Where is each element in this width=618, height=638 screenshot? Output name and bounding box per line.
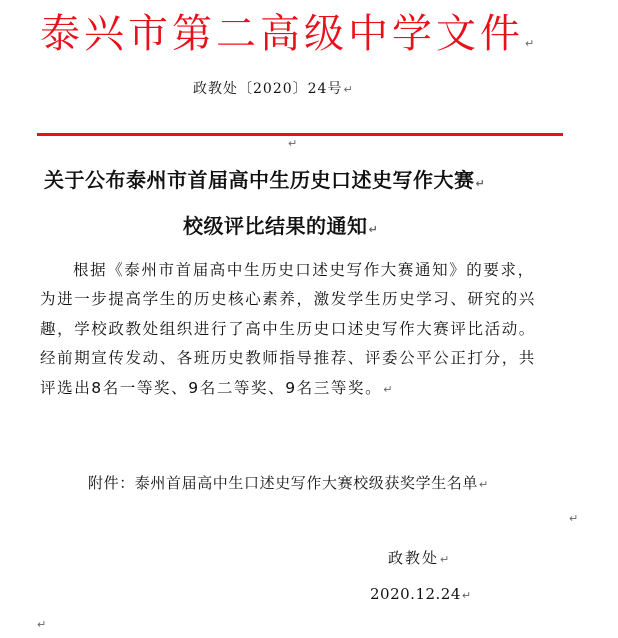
red-divider-line xyxy=(37,133,563,136)
notice-body-paragraph: 根据《泰州市首届高中生历史口述史写作大赛通知》的要求，为进一步提高学生的历史核心素养，激发学生历史学习、研究的兴趣，学校政教处组织进行了高中生历史口述史写作大赛评比活动。经前期宣传发动、各班历史教师指导推荐、评委公平公正打分，共评选出8名一等奖、9名二等奖、9名三等奖。↵ xyxy=(40,261,536,397)
paragraph-mark-icon: ↵ xyxy=(475,177,486,190)
notice-title-line-2: 校级评比结果的通知↵ xyxy=(183,214,379,238)
paragraph-mark-icon: ↵ xyxy=(288,137,298,150)
paragraph-mark-icon: ↵ xyxy=(461,589,472,602)
paragraph-mark-icon: ↵ xyxy=(440,553,452,566)
document-number: 政教处〔2020〕24号↵ xyxy=(193,81,354,97)
paragraph-mark-icon: ↵ xyxy=(368,223,379,236)
masthead-title: 泰兴市第二高级中学文件↵ xyxy=(40,11,539,57)
paragraph-mark-icon: ↵ xyxy=(37,618,47,631)
notice-title-line-1: 关于公布泰州市首届高中生历史口述史写作大赛↵ xyxy=(44,168,486,192)
attachment-line: 附件：泰州首届高中生口述史写作大赛校级获奖学生名单↵ xyxy=(88,474,489,492)
paragraph-mark-icon: ↵ xyxy=(343,83,354,96)
paragraph-mark-icon: ↵ xyxy=(479,478,489,491)
signature-date: 2020.12.24↵ xyxy=(370,585,472,603)
paragraph-mark-icon: ↵ xyxy=(569,512,579,525)
paragraph-mark-icon: ↵ xyxy=(383,382,395,396)
paragraph-mark-icon: ↵ xyxy=(525,37,539,50)
signature-office: 政教处↵ xyxy=(388,549,452,567)
